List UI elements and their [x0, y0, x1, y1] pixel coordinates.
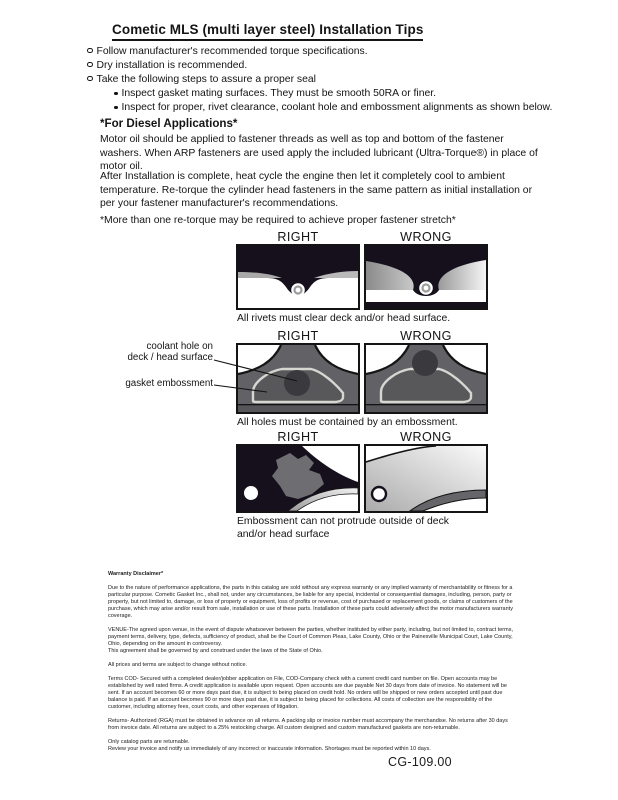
open-bullet-icon [87, 62, 93, 68]
embossment-right-diagram [236, 343, 360, 414]
list-item [114, 101, 557, 115]
gasket-edge-strip [238, 405, 358, 412]
warranty-paragraph: Due to the nature of performance applications, the parts in this catalog are sold without any express warranty or any implied warranty of merchantability or fitness for a particular purpose. Cometic Gasket Inc., shall not, under any circumstances, be liable for any special, incidental or consequential damages, including, person, party or property, but not limited to, damage, or loss of property or equipment, loss of profits or revenue, cost of purchased or replacement goods, or claims of customers of the purchase, which may arise and/or result from sale, installation or use of these parts. Installation of these parts could adversely affect the motor manufacturers warranty coverage. [108, 585, 513, 619]
rivet-right-art [238, 246, 358, 308]
returns-paragraph: Returns- Authorized (RGA) must be obtained in advance on all returns. A packing slip or invoice number must accompany the merchandise. No returns after 30 days from invoice date. All returns are subject to a 25% restocking charge. All custom designed and custom manufactured gaskets are non-returnable. [108, 718, 508, 731]
tip-text: Take the following steps to assure a proper seal [96, 74, 316, 85]
right-label: RIGHT [277, 329, 319, 343]
embossment-wrong-art [366, 345, 486, 412]
rivet-wrong-diagram [364, 244, 488, 310]
diesel-paragraph-2: After Installation is complete, heat cycle the engine then let it completely cool to ambient temperature. Re-torque the cylinder head fasteners in the same pattern as initial installation or per your fastener manufacturer's recommendations. [100, 171, 533, 210]
filled-bullet-icon [114, 106, 118, 110]
wrong-label: WRONG [400, 430, 452, 444]
gasket-edge-strip [366, 405, 486, 412]
protrusion-wrong-diagram [364, 444, 488, 513]
filled-bullet-icon [114, 92, 118, 96]
coolant-hole [412, 350, 438, 376]
embossment-right-art [238, 345, 358, 412]
protrusion-right-diagram [236, 444, 360, 513]
figure-caption: All holes must be contained by an embossment. [237, 417, 458, 428]
right-label: RIGHT [277, 430, 319, 444]
figure-caption: Embossment can not protrude outside of deck and/or head surface [237, 516, 449, 540]
diesel-paragraph-1: Motor oil should be applied to fastener threads as well as top and bottom of the fastener washers. When ARP fasteners are used apply the included lubricant (Ultra-Torque®) in place of motor oil. [100, 134, 538, 173]
protrusion-right-art [238, 446, 358, 511]
list-item [87, 45, 557, 59]
wrong-label: WRONG [400, 329, 452, 343]
diesel-applications-heading: *For Diesel Applications* [100, 117, 238, 130]
coolant-hole-annotation: coolant hole on deck / head surface [127, 341, 213, 363]
catalog-parts-line: Only catalog parts are returnable. [108, 739, 190, 745]
venue-paragraph: VENUE-The agreed upon venue, in the event of dispute whatsoever between the parties, whether instituted by either party, including, but not limited to, contract terms, payment terms, delivery, type, defects, sufficiency of product, shall be the Court of Common Pleas, Lake County, Ohio or the Painesville Municipal Court, Lake County, Ohio, depending on the amount in controversy. [108, 627, 513, 647]
rivet-right-diagram [236, 244, 360, 310]
wrong-label: WRONG [400, 230, 452, 244]
page-number: CG-109.00 [388, 755, 452, 769]
invoice-review-line: Review your invoice and notify us immediately of any incorrect or inaccurate information. Shortages must be reported within 10 days. [108, 746, 431, 752]
embossment-wrong-diagram [364, 343, 488, 414]
list-item [87, 73, 557, 87]
list-item [87, 59, 557, 73]
open-bullet-icon [87, 48, 93, 54]
right-label: RIGHT [277, 230, 319, 244]
installation-tips-list [87, 45, 557, 115]
page-title: Cometic MLS (multi layer steel) Installation Tips [112, 22, 423, 41]
tip-text: Dry installation is recommended. [96, 60, 248, 71]
retorque-note: *More than one re-torque may be required to achieve proper fastener stretch* [100, 215, 456, 226]
governing-law-line: This agreement shall be governed by and construed under the laws of the State of Ohio. [108, 648, 323, 654]
warranty-heading: Warranty Disclaimer* [108, 571, 164, 577]
coolant-hole [284, 370, 310, 396]
embossment-annotation: gasket embossment [125, 378, 213, 389]
tip-text: Follow manufacturer's recommended torque specifications. [96, 46, 368, 57]
prices-line: All prices and terms are subject to change without notice. [108, 662, 248, 668]
rivet-icon [419, 281, 433, 295]
rivet-icon [291, 283, 305, 297]
protrusion-wrong-art [366, 446, 486, 511]
open-bullet-icon [87, 76, 93, 82]
warranty-disclaimer-section [108, 571, 514, 760]
bolt-hole [372, 487, 386, 501]
figure-caption: All rivets must clear deck and/or head surface. [237, 313, 451, 324]
list-item [114, 87, 557, 101]
tip-text: Inspect for proper, rivet clearance, coolant hole and embossment alignments as shown below. [121, 102, 553, 113]
terms-paragraph: Terms COD- Secured with a completed dealer/jobber application on File, COD-Company check with a current credit card number on file. Open accounts may be established by well rated firms. A credit application is available upon request. Open accounts are due payable Net 30 days from date of invoice. No statement will be sent. If an account becomes 60 or more days past due, it is subject to being placed on credit hold. No orders will be shipped or new orders accepted until past due balance is paid. If an account becomes 90 or more days past due, it is subject to being placed for collections. All costs of collection are the responsibility of the customer, including attorney fees, court costs, and other expenses of litigation. [108, 676, 507, 710]
bolt-hole [244, 486, 258, 500]
rivet-wrong-art [366, 246, 486, 308]
tip-text: Inspect gasket mating surfaces. They must be smooth 50RA or finer. [121, 88, 437, 99]
